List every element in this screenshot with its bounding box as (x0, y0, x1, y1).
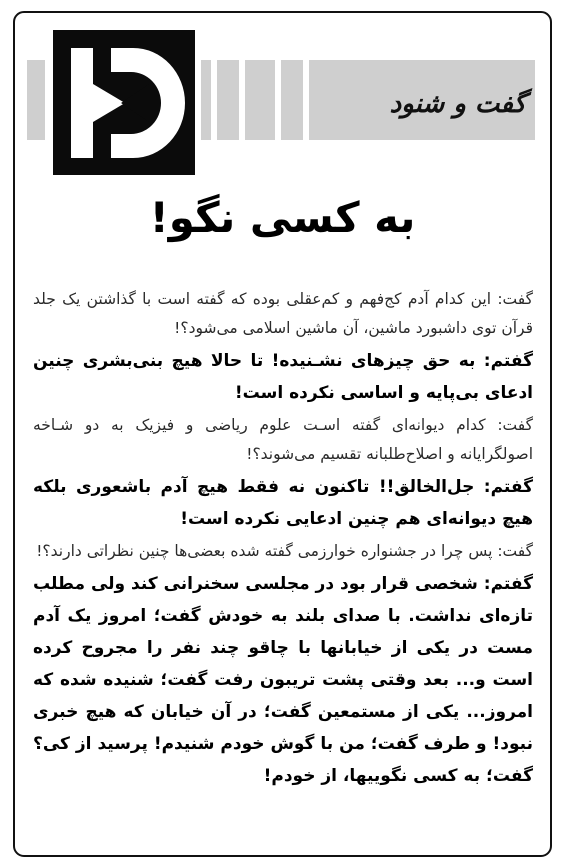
dialogue-text: این کدام آدم کج‌فهم و کم‌عقلی بوده که گفته است با گذاشتن یک جلد قرآن توی داشبورد ماشین، آن ماشین اسلامی می‌شود؟! (33, 290, 533, 337)
dialogue-line (33, 537, 533, 566)
dialogue-text: جل‌الخالق!! تاکنون نه فقط هیچ آدم باشعوری بلکه هیچ دیوانه‌ای هم چنین ادعایی نکرده است! (33, 477, 533, 529)
speaker-label: گفتم: (483, 574, 533, 594)
header-stripe (281, 60, 303, 140)
speaker-label: گفت: (497, 542, 533, 560)
column-logo (53, 30, 195, 175)
article-frame (13, 11, 552, 857)
column-name: گفت و شنود (389, 89, 526, 119)
article-headline: به کسی نگو! (149, 193, 416, 242)
dialogue-line (33, 411, 533, 469)
dialogue-line (33, 471, 533, 535)
article-body (33, 285, 533, 794)
dialogue-line (33, 568, 533, 792)
speaker-label: گفت: (497, 290, 533, 308)
column-header (15, 13, 550, 183)
speaker-label: گفتم: (483, 351, 533, 371)
dialogue-text: به حق چیزهای نشـنیده! تا حالا هیچ بنی‌بشری چنین ادعای بی‌پایه و اساسی نکرده است! (33, 351, 533, 403)
dialogue-text: کدام دیوانه‌ای گفته اسـت علوم ریاضی و فیزیک به دو شـاخه اصولگرایانه و اصلاح‌طلبانه تقسیم می‌شوند؟! (33, 416, 533, 463)
speaker-label: گفت: (497, 416, 533, 434)
dialogue-line (33, 345, 533, 409)
speaker-label: گفتم: (483, 477, 533, 497)
header-stripe (245, 60, 275, 140)
dialogue-text: شخصی قرار بود در مجلسی سخنرانی کند ولی مطلب تازه‌ای نداشت. با صدای بلند به خودش گفت؛ امروز یک آدم مست در یکی از خیابانها با چاقو چند نفر را مجروح کرده است و... بعد وقتی پشت تریبون رفت گفت؛ شنیده شده که امروز... یکی از مستمعین گفت؛ در آن خیابان که هیچ خبری نبود! و طرف گفت؛ من با گوش خودم شنیدم! پرسید از کی؟ گفت؛ به کسی نگوییها، از خودم! (33, 574, 533, 786)
dialogue-line (33, 285, 533, 343)
header-stripe (27, 60, 45, 140)
header-stripe (201, 60, 211, 140)
dialogue-text: پس چرا در جشنواره خوارزمی گفته شده بعضی‌ها چنین نظراتی دارند؟! (36, 542, 498, 560)
header-stripe (217, 60, 239, 140)
logo-emblem-icon (53, 30, 195, 175)
